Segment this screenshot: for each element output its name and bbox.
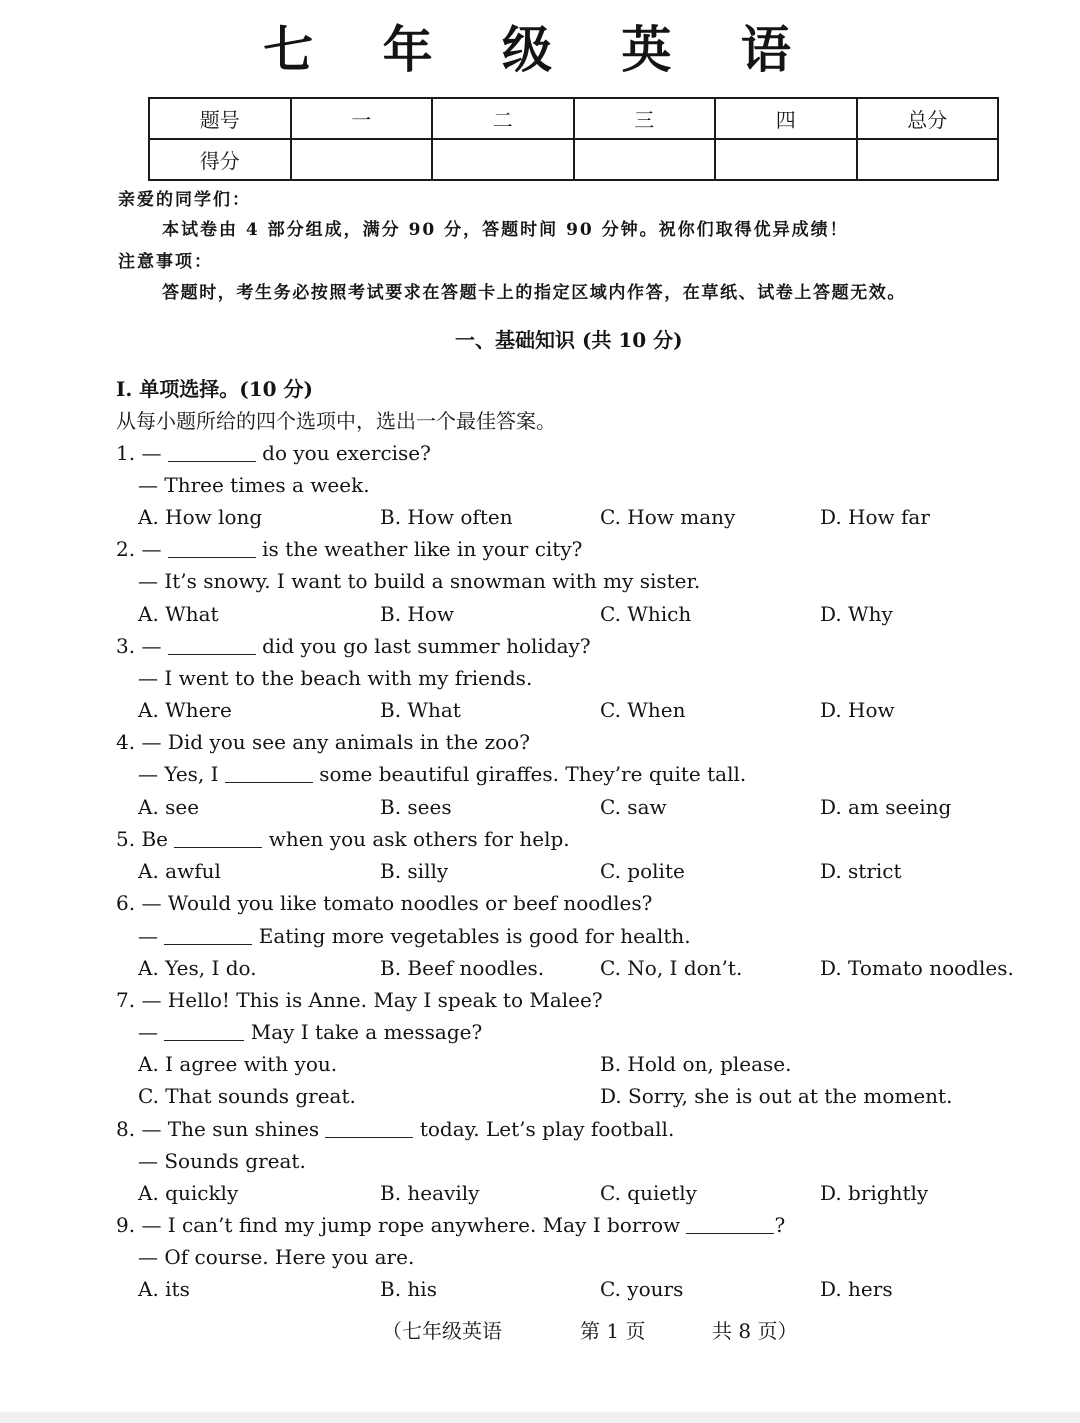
question-text: 2. —	[116, 537, 168, 561]
question-text: 9. — I can’t find my jump rope anywhere. May I borrow	[116, 1213, 687, 1237]
option-d: D. Tomato noodles.	[820, 956, 1014, 980]
question-4-reply	[138, 760, 746, 788]
question-text: 8. — The sun shines	[116, 1117, 326, 1141]
intro-body: 本试卷由 4 部分组成，满分 90 分，答题时间 90 分钟。祝你们取得优异成绩！	[162, 220, 849, 240]
footer-page-total: 共 8 页）	[712, 1319, 798, 1343]
score-header-cell: 总分	[857, 98, 999, 139]
option-b: B. heavily	[380, 1181, 480, 1205]
question-8-reply: — Sounds great.	[138, 1149, 306, 1173]
question-8	[116, 1115, 674, 1143]
score-table-score-row	[149, 139, 998, 180]
question-9-reply: — Of course. Here you are.	[138, 1245, 415, 1269]
answer-blank	[168, 539, 256, 558]
question-2-reply: — It’s snowy. I want to build a snowman with my sister.	[138, 569, 701, 593]
question-3	[116, 632, 591, 660]
option-d: D. How far	[820, 505, 930, 529]
option-a: A. Where	[138, 698, 232, 722]
instruction: 从每小题所给的四个选项中，选出一个最佳答案。	[116, 409, 556, 433]
answer-blank	[225, 764, 313, 783]
option-a: A. quickly	[138, 1181, 239, 1205]
score-header-cell: 题号	[149, 98, 291, 139]
question-1	[116, 439, 431, 467]
score-header-cell: 一	[291, 98, 433, 139]
question-text: 1. —	[116, 441, 168, 465]
footer-subject: （七年级英语	[382, 1319, 502, 1343]
option-c: C. polite	[600, 859, 685, 883]
score-cell	[574, 139, 716, 180]
question-5	[116, 825, 570, 853]
score-row-label: 得分	[149, 139, 291, 180]
option-b: B. How often	[380, 505, 513, 529]
question-text: 3. —	[116, 634, 168, 658]
option-c: C. How many	[600, 505, 736, 529]
option-d: D. Why	[820, 602, 893, 626]
score-header-cell: 三	[574, 98, 716, 139]
score-table	[148, 97, 999, 181]
option-a: A. see	[138, 795, 200, 819]
question-text: Eating more vegetables is good for health.	[252, 924, 691, 948]
question-1-reply: — Three times a week.	[138, 473, 370, 497]
option-b: B. How	[380, 602, 455, 626]
option-c: C. When	[600, 698, 686, 722]
question-text: —	[138, 1020, 165, 1044]
notes-body: 答题时，考生务必按照考试要求在答题卡上的指定区域内作答，在草纸、试卷上答题无效。	[162, 283, 906, 303]
question-text: is the weather like in your city?	[255, 537, 583, 561]
option-a: A. Yes, I do.	[138, 956, 257, 980]
option-d: D. brightly	[820, 1181, 929, 1205]
answer-blank	[168, 636, 256, 655]
option-a: A. What	[138, 602, 219, 626]
question-6-reply	[138, 922, 691, 950]
answer-blank	[164, 1022, 244, 1041]
option-a: A. its	[138, 1277, 190, 1301]
option-d: D. am seeing	[820, 795, 952, 819]
question-4: 4. — Did you see any animals in the zoo?	[116, 730, 530, 754]
option-d: D. Sorry, she is out at the moment.	[600, 1084, 953, 1108]
score-cell	[715, 139, 857, 180]
question-text: when you ask others for help.	[262, 827, 570, 851]
option-c: C. quietly	[600, 1181, 697, 1205]
answer-blank	[686, 1215, 774, 1234]
question-text: some beautiful giraffes. They’re quite tall.	[312, 762, 747, 786]
question-7-reply	[138, 1018, 482, 1046]
score-cell	[291, 139, 433, 180]
score-header-cell: 二	[432, 98, 574, 139]
answer-blank	[164, 926, 252, 945]
score-cell	[857, 139, 999, 180]
footer-page-number: 第 1 页	[580, 1319, 646, 1343]
option-b: B. Beef noodles.	[380, 956, 545, 980]
question-9	[116, 1211, 785, 1239]
notes-label: 注意事项：	[118, 252, 213, 272]
question-text: do you exercise?	[255, 441, 431, 465]
scan-edge	[0, 1412, 1080, 1423]
question-text: 5. Be	[116, 827, 175, 851]
option-b: B. sees	[380, 795, 452, 819]
answer-blank	[174, 829, 262, 848]
question-6: 6. — Would you like tomato noodles or beef noodles?	[116, 891, 653, 915]
question-text: — Yes, I	[138, 762, 225, 786]
score-table-header-row	[149, 98, 998, 139]
option-d: D. strict	[820, 859, 902, 883]
question-2	[116, 535, 582, 563]
question-text: May I take a message?	[244, 1020, 483, 1044]
score-cell	[432, 139, 574, 180]
option-c: C. yours	[600, 1277, 684, 1301]
option-b: B. his	[380, 1277, 437, 1301]
question-text: today. Let’s play football.	[413, 1117, 675, 1141]
option-d: D. How	[820, 698, 895, 722]
option-b: B. silly	[380, 859, 449, 883]
option-b: B. What	[380, 698, 461, 722]
part-title: I. 单项选择。(10 分)	[116, 377, 314, 401]
page-title: 七 年 级 英 语	[263, 20, 817, 79]
option-d: D. hers	[820, 1277, 893, 1301]
question-text: ?	[774, 1213, 786, 1237]
option-c: C. That sounds great.	[138, 1084, 356, 1108]
answer-blank	[168, 443, 256, 462]
option-a: A. awful	[138, 859, 221, 883]
intro-greeting: 亲爱的同学们：	[118, 190, 251, 210]
section-title: 一、基础知识 (共 10 分)	[455, 328, 683, 352]
question-text: —	[138, 924, 165, 948]
option-c: C. saw	[600, 795, 667, 819]
question-3-reply: — I went to the beach with my friends.	[138, 666, 533, 690]
option-a: A. I agree with you.	[138, 1052, 338, 1076]
option-a: A. How long	[138, 505, 263, 529]
option-b: B. Hold on, please.	[600, 1052, 792, 1076]
option-c: C. Which	[600, 602, 692, 626]
answer-blank	[325, 1119, 413, 1138]
option-c: C. No, I don’t.	[600, 956, 743, 980]
question-text: did you go last summer holiday?	[255, 634, 591, 658]
question-7: 7. — Hello! This is Anne. May I speak to Malee?	[116, 988, 603, 1012]
score-header-cell: 四	[715, 98, 857, 139]
